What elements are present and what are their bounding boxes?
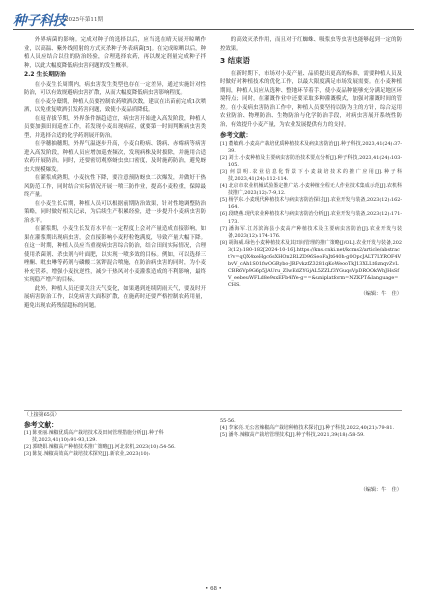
paragraph: 在新时期下，市场对小麦产量、品质提出更高的标准，需要种植人员及时做好对种植技术的优化工作，以最大限度满足市场发展需要。在小麦种植期间，种植人员应从选种、整地环节着手，使小麦品种能够充分满足地区环境特点；同时，在灌溉作业中还要采取多种灌溉模式，加强对灌溉时间的管控。在小麦病虫害防治工作中，种植人员要坚持以防为主的方针，综合运用农业防治、物理防治、生物防治与化学防治手段，对病虫害展开系统性防治，有效提升小麦产量，为农业发展提供有力的支持。 [220,70,402,128]
reference-item: [7] 潘海军.江苏滨海县小麦高产种植技术及主要病虫害防治[J].农业开发与装备,2023(12):174-176. [220,225,402,239]
reference-item: [6] 段晓燕.现代农业种植技术与病虫害防治分析[J].农业开发与装备,2023(12):171-173. [220,211,402,225]
reference-item: 55-56. [220,418,236,424]
reference-item: [5] 杨学东.小麦现代种植技术与病虫害防治探讨[J].农业开发与装备,2023(12):162-164. [220,197,402,211]
paragraph: 外界病菌的影响。完成对种子的选择以后，应当选在晴天展开晾晒作业，以高温、紫外线照射的方式灭杀种子外表病菌[5]。在完成晾晒以后，种植人员应结合以往的防治经验，合理选择农药，再以规定剂量完成种子拌种，以此大幅度降低病虫害问题的发生概率。 [24,37,206,69]
reference-item: [1] 董敏莉.小麦高产栽培优质种植技术及病虫害防治[J].种子科技,2023,41(24):37-39. [220,140,402,154]
editor-credit-bottom: （编辑：牛 佳） [360,487,402,493]
reference-item: [1] 陈亚丽.辣椒优质高产栽培技术及田间管理措施分析[J].种子科技,2023,41(10):91-93,129. [24,430,164,444]
reference-item: [3] 何景明.农业信息化背景下小麦栽培技术的推广应用[J].种子科技,2023,41(24):112-114. [220,168,402,182]
page-header [13,8,414,32]
bottom-left-references [24,430,206,458]
reference-item: [4] 北京市农业机械试验鉴定推广站.小麦种植全程无人作业技术集成示范[J].农机科技推广,2023(12):7-9,12. [220,183,402,197]
editor-credit: （编辑：牛 佳） [360,291,402,298]
paragraph: 在灌浆成熟期，小麦抗性下降，要注意预防蚜虫二次爆发，并做好干热风防范工作，同时结合实际情况开展一喷三防作业，提高小麦粒重，保障最终产量。 [24,175,206,198]
paragraph: 在小麦分蘖期，种植人员要控制农药喷洒次数，建议在出苗前完成1次喷洒，以免重复喷洒引发药害问题，致使小麦品质降低。 [24,98,206,113]
reference-item: [2] 郭晓娟.辣椒高产种植技术推广策略[J].河北农机,2023(10):54-56. [24,444,176,451]
paragraph: 在灌浆期，小麦生长发育水平在一定程度上会对产量造成直接影响，如果在灌浆期出现病虫害，会直接影响小麦籽粒饱满度，导致产量大幅下降。在这一时期，种植人员应当重视病虫害综合防治，结合田间实际情况，合理使用杀菌剂、杀虫剂与叶面肥，以实现一喷多效的目标。例如，可以选择三唑酮、吡虫啉等药剂与磷酸二氢钾混合喷施，在防治病虫害的同时，为小麦补充营养，增强小麦抗逆性，减少干热风对小麦灌浆造成的不利影响，最终实现稳产增产的目标。 [24,226,206,283]
paragraph: 的高效灭杀作用，而且对于红蜘蛛、吸浆虫等虫害也能够起到一定的防控效果。 [220,37,402,52]
paragraph: 在小麦生长周期内，病虫害发生类型也存在一定差异，通过实施针对性防治，可以有效规避病虫害扩散，从而大幅度降低病虫害影响程度。 [24,81,206,96]
reference-item: [5] 潘冬.辣椒高产栽培管理技术[J].种子科技,2021,39(18):58-59. [220,432,365,439]
left-column [24,36,206,310]
issue-label: 2025年第11期 [65,17,104,23]
paragraph: 在小麦生长后期，种植人员可以根据前期防治效果，针对性地调整防治策略，同时做好相关记录，为后续生产积累经验，进一步提升小麦病虫害防治水平。 [24,200,206,224]
right-column [220,36,402,299]
reference-item: [3] 陈复.辣椒高效高产栽培技术探究[J].新农业,2023(10): [24,451,151,458]
section-heading-conclusion: 3 结束语 [220,56,250,65]
section-heading-2-2: 2.2 生长期防治 [24,72,66,78]
bottom-right-references [220,418,402,439]
reference-item: [8] 胡海威.绿色小麦种植技术及其田间管理的推广策略[J/OL].农业开发与装备,2023(12):180-182[2024-10-16].https://kns.cnki.net/kcms2/article/abstract?v=qQX4xeHgc6sXHOn2RLZD96SeoFaJt640h-g0OpcJALT7LYROF4VbvV_cAh1S01fwOGRybo-JRFvkzfZ3281qKoWeooTkJ13XLLt6znqvZvLCBR6Vp9G6p5JAUru_ZIwEdZYGjAL5ZZLf3YGuqsVpDROOkWhJHsSfV_eebeuWFLd8e9sxEFb4lYe-g==&uniplatform=NZKPT&language=CHS. [220,239,402,289]
reference-item: [2] 刘士.小麦种植及主要病虫害防治技术要点分析[J].种子科技,2023,41(24):103-105. [220,154,402,168]
reference-item: [4] 李家亮.无公害辣椒高产栽培种植技术探讨[J].种子科技,2022,40(21):79-81. [220,425,395,432]
section-divider [24,410,402,411]
header-rule [13,29,414,30]
references-title: 参考文献： [220,131,252,139]
bottom-references-title: 参考文献： [24,421,58,429]
page-number: • 68 • [205,586,222,592]
paragraph: 在孕穗抽穗期，外界气温逐步升高，小麦白粉病、锈病、赤霉病等病害进入高发阶段，种植人员应增加巡查频次，发现病株及时拔除，并施用合适农药开展防治。同时，还要密切观察蚜虫虫口密度，及时施药防治，避免蚜虫大规模爆发。 [24,141,206,173]
paragraph: 此外，种植人员还要关注天气变化，如果遇到连续阴雨天气，要及时开展病害防治工作，以免病害大面积扩散，在施药时还要严格控制农药用量，避免出现农药残留超标的问题。 [24,285,206,309]
journal-logo: 种子科技 [13,13,66,29]
paragraph: 在返青拔节期，外界条件渐趋适宜，病虫害开始进入高发阶段，种植人员要加强田间巡查工作，若发现小麦出现病症，就要第一时间判断病虫害类型，并选择合适的化学药剂展开防治。 [24,115,206,139]
continued-note: （上接第65页） [24,412,60,418]
